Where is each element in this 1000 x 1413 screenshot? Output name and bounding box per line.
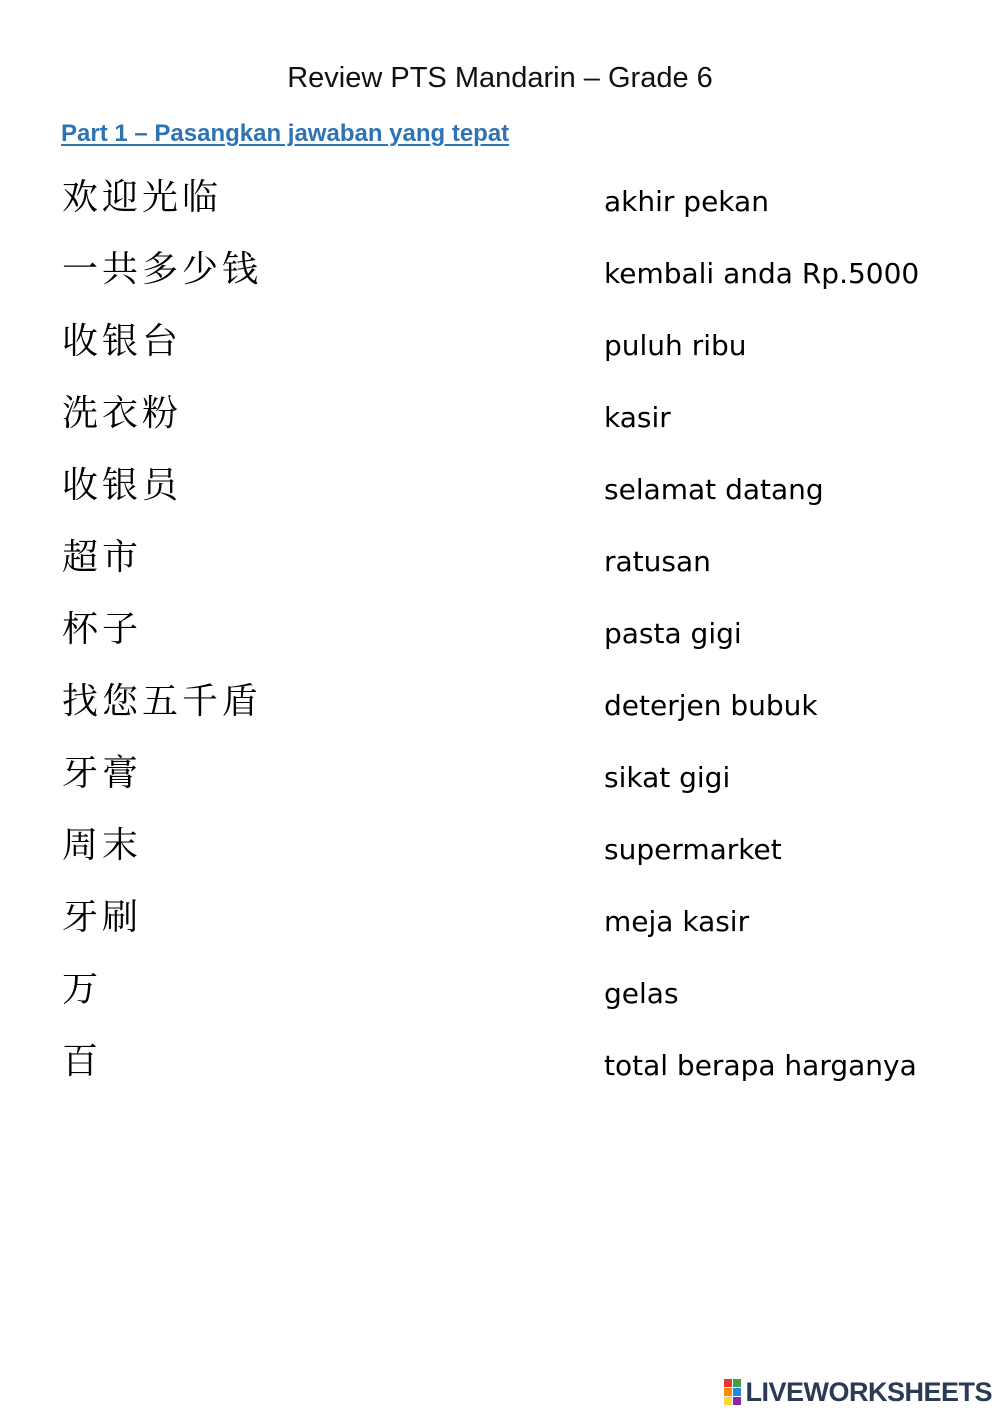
chinese-term: 找您五千盾 [62, 681, 263, 722]
pair-row [0, 608, 1000, 680]
logo-square [724, 1388, 732, 1396]
pair-row [0, 248, 1000, 320]
pair-row [0, 176, 1000, 248]
chinese-term: 杯子 [62, 609, 143, 650]
chinese-term: 万 [62, 969, 103, 1010]
indonesian-option: sikat gigi [604, 761, 731, 794]
indonesian-option: meja kasir [604, 905, 750, 938]
logo-square [733, 1379, 741, 1387]
part-heading: Part 1 – Pasangkan jawaban yang tepat [61, 120, 510, 147]
chinese-term: 收银员 [62, 465, 183, 506]
chinese-term: 收银台 [62, 321, 183, 362]
indonesian-option: kasir [604, 401, 671, 434]
logo-square [724, 1397, 732, 1405]
indonesian-option: total berapa harganya [604, 1049, 917, 1082]
pair-row [0, 464, 1000, 536]
pair-row [0, 896, 1000, 968]
pair-row [0, 680, 1000, 752]
indonesian-option: supermarket [604, 833, 782, 866]
indonesian-option: selamat datang [604, 473, 824, 506]
pair-row [0, 968, 1000, 1040]
chinese-term: 欢迎光临 [62, 177, 223, 218]
pair-row [0, 536, 1000, 608]
pair-row [0, 392, 1000, 464]
chinese-term: 牙刷 [62, 897, 143, 938]
chinese-term: 周末 [62, 825, 143, 866]
pair-row [0, 1040, 1000, 1112]
chinese-term: 一共多少钱 [62, 249, 263, 290]
liveworksheets-branding[interactable] [724, 1377, 992, 1407]
indonesian-option: akhir pekan [604, 185, 769, 218]
chinese-term: 牙膏 [62, 753, 143, 794]
indonesian-option: ratusan [604, 545, 711, 578]
logo-square [724, 1379, 732, 1387]
logo-square [733, 1397, 741, 1405]
page-title: Review PTS Mandarin – Grade 6 [287, 62, 713, 94]
logo-square [733, 1388, 741, 1396]
indonesian-option: kembali anda Rp.5000 [604, 257, 920, 290]
pair-row [0, 320, 1000, 392]
pair-row [0, 824, 1000, 896]
pair-row [0, 752, 1000, 824]
chinese-term: 洗衣粉 [62, 393, 183, 434]
indonesian-option: pasta gigi [604, 617, 742, 650]
indonesian-option: puluh ribu [604, 329, 747, 362]
chinese-term: 超市 [62, 537, 143, 578]
chinese-term: 百 [62, 1041, 103, 1082]
indonesian-option: deterjen bubuk [604, 689, 818, 722]
liveworksheets-logo-icon [724, 1379, 741, 1405]
indonesian-option: gelas [604, 977, 679, 1010]
brand-name: LIVEWORKSHEETS [745, 1376, 992, 1407]
